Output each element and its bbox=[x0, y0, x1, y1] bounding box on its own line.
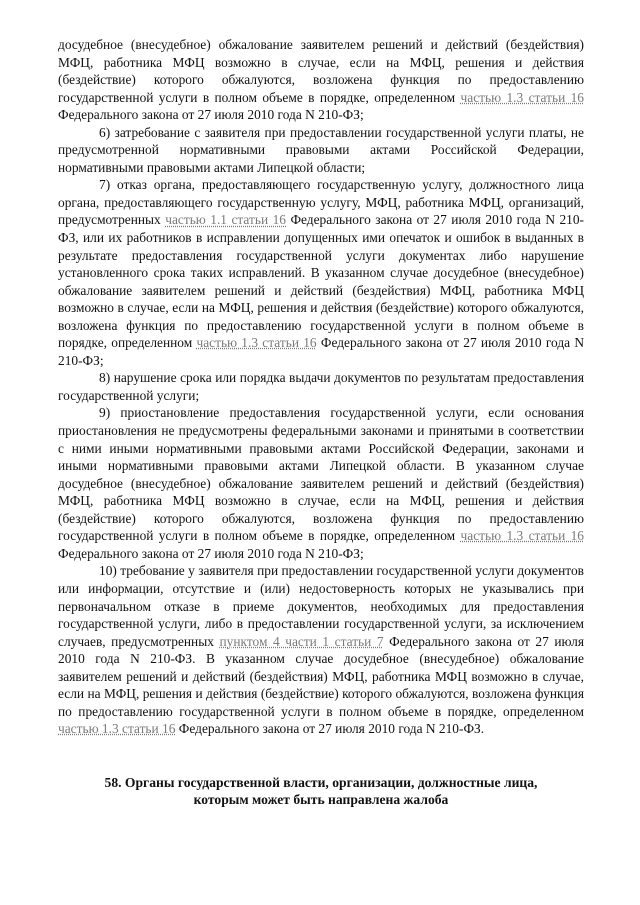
paragraph-text: 7) отказ органа, предоставляющего государственную услугу, должностного лица органа, предоставляющего государственную услугу, МФЦ, работника МФЦ, организаций, предусмотренных bbox=[58, 177, 584, 228]
section-heading bbox=[58, 774, 584, 809]
law-reference-link[interactable]: частью 1.3 статьи 16 bbox=[196, 335, 317, 351]
law-reference-link[interactable]: пунктом 4 части 1 статьи 7 bbox=[219, 633, 384, 649]
paragraph-p-continued bbox=[58, 36, 584, 124]
document-body bbox=[58, 36, 584, 738]
paragraph-p6 bbox=[58, 124, 584, 177]
paragraph-text: 10) требование у заявителя при предоставлении государственной услуги документов или информации, отсутствие и (или) недостоверность которых не указывались при первоначальном отказе в приеме документов, необходимых для предоставления государственной услуги, либо в предоставлении государственной услуги, за исключением случаев, предусмотренных bbox=[58, 563, 584, 649]
law-reference-link[interactable]: частью 1.1 статьи 16 bbox=[165, 212, 286, 228]
paragraph-p9 bbox=[58, 404, 584, 562]
law-reference-link[interactable]: частью 1.3 статьи 16 bbox=[460, 89, 584, 105]
paragraph-p7 bbox=[58, 176, 584, 369]
law-reference-link[interactable]: частью 1.3 статьи 16 bbox=[58, 721, 176, 737]
paragraph-text: Федерального закона от 27 июля 2010 года N 210-ФЗ; bbox=[58, 335, 585, 368]
paragraph-p8 bbox=[58, 369, 584, 404]
paragraph-text: 9) приостановление предоставления государственной услуги, если основания приостановления не предусмотрены федеральными законами и принятыми в соответствии с ними иными нормативными правовыми актами Российской Федерации, законами и иными нормативными правовыми актами Липецкой области. В указанном случае досудебное (внесудебное) обжалование заявителем решений и действий (бездействия) МФЦ, работника МФЦ возможно в случае, если на МФЦ, решения и действия (бездействие) которого обжалуются, возложена функция по предоставлению государственной услуги в полном объеме в порядке, определенном bbox=[58, 405, 584, 544]
section-heading-line-2: которым может быть направлена жалоба bbox=[193, 792, 449, 808]
paragraph-text: Федерального закона от 27 июля 2010 года N 210-ФЗ. bbox=[175, 721, 485, 737]
paragraph-text: Федерального закона от 27 июля 2010 года N 210-ФЗ; bbox=[58, 545, 364, 561]
paragraph-p10 bbox=[58, 562, 584, 737]
paragraph-text: Федерального закона от 27 июля 2010 года N 210-ФЗ, или их работников в исправлении допущенных ими опечаток и ошибок в выданных в результате предоставления государственной услуги документах либо нарушение установленного срока таких исправлений. В указанном случае досудебное (внесудебное) обжалование заявителем решений и действий (бездействия) МФЦ, работника МФЦ возможно в случае, если на МФЦ, решения и действия (бездействие) которого обжалуются, возложена функция по предоставлению государственной услуги в полном объеме в порядке, определенном bbox=[58, 212, 585, 351]
paragraph-text: досудебное (внесудебное) обжалование заявителем решений и действий (бездействия) МФЦ, работника МФЦ возможно в случае, если на МФЦ, решения и действия (бездействие) которого обжалуются, возложена функция по предоставлению государственной услуги в полном объеме в порядке, определенном bbox=[58, 37, 584, 105]
paragraph-text: Федерального закона от 27 июля 2010 года N 210-ФЗ. В указанном случае досудебное (внесудебное) обжалование заявителем решений и действий (бездействия) МФЦ, работника МФЦ возможно в случае, если на МФЦ, решения и действия (бездействие) которого обжалуются, возложена функция по предоставлению государственной услуги в полном объеме в порядке, определенном bbox=[58, 633, 584, 719]
law-reference-link[interactable]: частью 1.3 статьи 16 bbox=[460, 528, 584, 544]
section-heading-line-1: 58. Органы государственной власти, организации, должностные лица, bbox=[104, 774, 538, 790]
paragraph-text: 6) затребование с заявителя при предоставлении государственной услуги платы, не предусмотренной нормативными правовыми актами Российской Федерации, нормативными правовыми актами Липецкой области; bbox=[58, 124, 584, 175]
paragraph-text: 8) нарушение срока или порядка выдачи документов по результатам предоставления государственной услуги; bbox=[58, 370, 584, 403]
paragraph-text: Федерального закона от 27 июля 2010 года N 210-ФЗ; bbox=[58, 107, 364, 123]
